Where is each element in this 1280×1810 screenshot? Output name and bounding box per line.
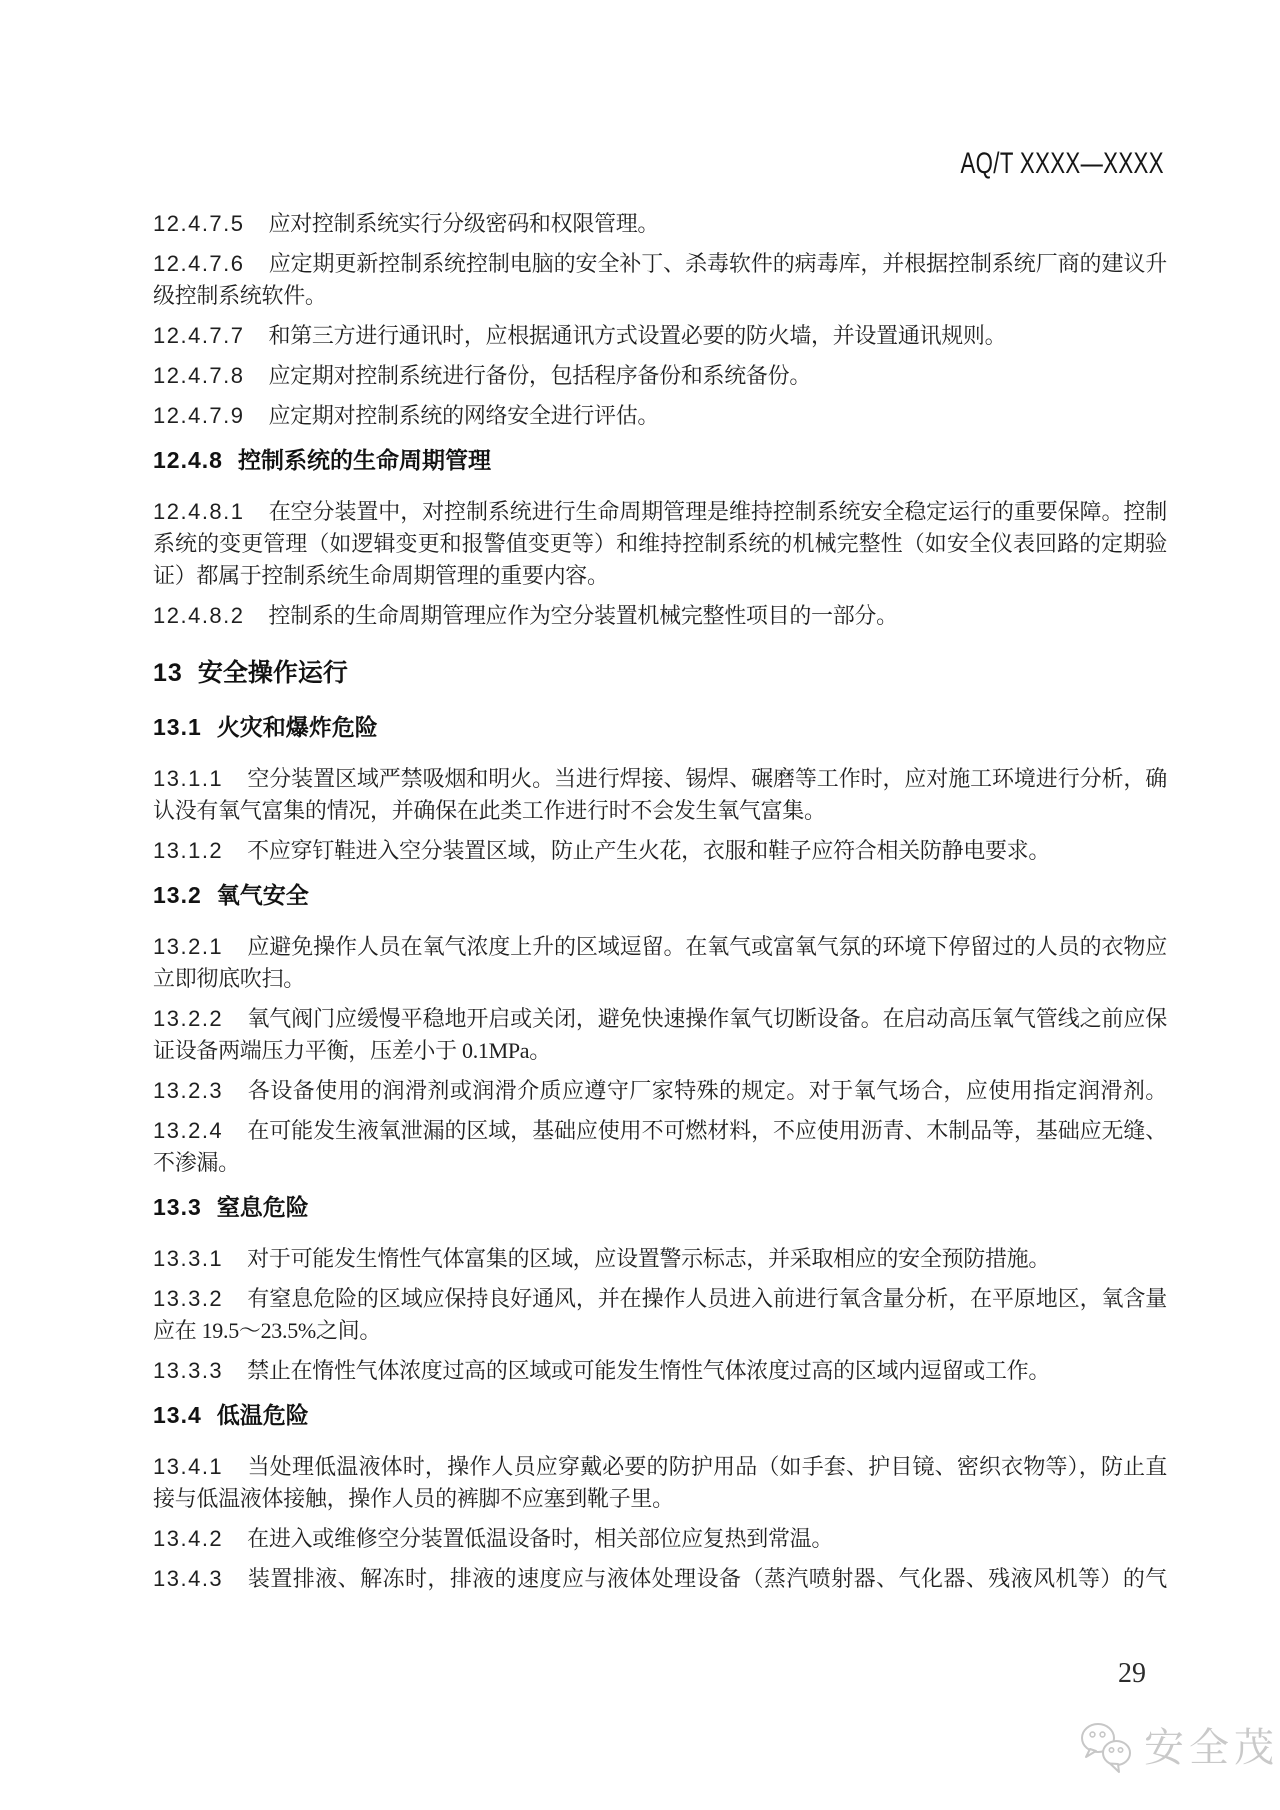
clause-text: 控制系统的生命周期管理 [237,447,491,473]
clause-text: 装置排液、解冻时，排液的速度应与液体处理设备（蒸汽喷射器、气化器、残液风机等）的气 [247,1566,1167,1591]
clause-13.2.2 [153,1003,1167,1067]
clause-13.3.3 [153,1355,1167,1387]
clause-text: 应定期更新控制系统控制电脑的安全补丁、杀毒软件的病毒库，并根据控制系统厂商的建议升级控制系统软件。 [153,251,1167,308]
page-number: 29 [1118,1658,1146,1689]
clause-number: 13.2.1 [153,934,224,959]
clause-number: 13.1 [153,714,202,740]
clause-13.4.1 [153,1451,1167,1515]
clause-number: 12.4.7.8 [153,363,245,388]
clause-text: 控制系的生命周期管理应作为空分装置机械完整性项目的一部分。 [268,603,898,628]
clause-12.4.7.9 [153,400,1167,432]
section-13.2 [153,879,1167,911]
clause-number: 12.4.8.2 [153,603,245,628]
clause-13.1.1 [153,763,1167,827]
clause-number: 13.2.4 [153,1118,224,1143]
clause-text: 应定期对控制系统的网络安全进行评估。 [268,403,660,428]
clause-text: 应定期对控制系统进行备份，包括程序备份和系统备份。 [268,363,812,388]
document-body [153,208,1167,1603]
section-13.3 [153,1191,1167,1223]
clause-number: 13.4 [153,1402,202,1428]
watermark-brand-text: 安全茂 [1144,1726,1279,1770]
clause-number: 13.3.2 [153,1286,224,1311]
clause-number: 13.3.1 [153,1246,224,1271]
section-13.4 [153,1399,1167,1431]
clause-text: 应对控制系统实行分级密码和权限管理。 [268,211,660,236]
clause-text: 火灾和爆炸危险 [216,714,378,740]
clause-text: 低温危险 [216,1402,309,1428]
clause-text: 当处理低温液体时，操作人员应穿戴必要的防护用品（如手套、护目镜、密织衣物等），防止直接与低温液体接触，操作人员的裤脚不应塞到靴子里。 [153,1454,1167,1511]
clause-12.4.8.1 [153,496,1167,592]
clause-number: 12.4.8.1 [153,499,245,524]
clause-number: 13.4.3 [153,1566,224,1591]
clause-number: 13.1.1 [153,766,224,791]
clause-text: 应避免操作人员在氧气浓度上升的区域逗留。在氧气或富氧气氛的环境下停留过的人员的衣物应立即彻底吹扫。 [153,934,1167,991]
clause-13.3.2 [153,1283,1167,1347]
clause-number: 13.2.2 [153,1006,224,1031]
clause-number: 13.1.2 [153,838,224,863]
clause-number: 13.3 [153,1194,202,1220]
clause-number: 13.3.3 [153,1358,224,1383]
clause-12.4.7.7 [153,320,1167,352]
watermark [1078,1720,1279,1776]
clause-text: 安全操作运行 [197,659,348,687]
clause-number: 12.4.7.9 [153,403,245,428]
standard-code-header: AQ/T XXXX—XXXX [960,147,1164,180]
wechat-logo-icon [1078,1720,1136,1776]
clause-text: 各设备使用的润滑剂或润滑介质应遵守厂家特殊的规定。对于氧气场合，应使用指定润滑剂。 [247,1078,1167,1103]
clause-number: 13.4.2 [153,1526,224,1551]
clause-text: 禁止在惰性气体浓度过高的区域或可能发生惰性气体浓度过高的区域内逗留或工作。 [247,1358,1051,1383]
chapter-13 [153,657,1167,689]
clause-text: 窒息危险 [216,1194,309,1220]
clause-text: 不应穿钉鞋进入空分装置区域，防止产生火花，衣服和鞋子应符合相关防静电要求。 [247,838,1051,863]
section-13.1 [153,711,1167,743]
clause-12.4.7.8 [153,360,1167,392]
clause-text: 氧气安全 [216,882,309,908]
clause-13.1.2 [153,835,1167,867]
clause-text: 氧气阀门应缓慢平稳地开启或关闭，避免快速操作氧气切断设备。在启动高压氧气管线之前应保证设备两端压力平衡，压差小于 0.1MPa。 [153,1006,1167,1063]
clause-number: 12.4.7.5 [153,211,245,236]
clause-text: 对于可能发生惰性气体富集的区域，应设置警示标志，并采取相应的安全预防措施。 [247,1246,1051,1271]
clause-number: 12.4.7.6 [153,251,245,276]
clause-13.3.1 [153,1243,1167,1275]
clause-number: 13.2.3 [153,1078,224,1103]
clause-number: 13 [153,659,183,687]
clause-12.4.7.6 [153,248,1167,312]
clause-13.2.1 [153,931,1167,995]
clause-text: 在进入或维修空分装置低温设备时，相关部位应复热到常温。 [247,1526,834,1551]
clause-number: 13.4.1 [153,1454,224,1479]
clause-12.4.7.5 [153,208,1167,240]
clause-12.4.8.2 [153,600,1167,632]
clause-text: 和第三方进行通讯时，应根据通讯方式设置必要的防火墙，并设置通讯规则。 [268,323,1007,348]
clause-text: 有窒息危险的区域应保持良好通风，并在操作人员进入前进行氧含量分析，在平原地区，氧含量应在 19.5～23.5%之间。 [153,1286,1167,1343]
clause-text: 在空分装置中，对控制系统进行生命周期管理是维持控制系统安全稳定运行的重要保障。控制系统的变更管理（如逻辑变更和报警值变更等）和维持控制系统的机械完整性（如安全仪表回路的定期验证）都属于控制系统生命周期管理的重要内容。 [153,499,1167,588]
section-12.4.8 [153,444,1167,476]
clause-text: 空分装置区域严禁吸烟和明火。当进行焊接、锡焊、碾磨等工作时，应对施工环境进行分析，确认没有氧气富集的情况，并确保在此类工作进行时不会发生氧气富集。 [153,766,1167,823]
clause-13.4.3 [153,1563,1167,1595]
clause-13.2.4 [153,1115,1167,1179]
clause-number: 13.2 [153,882,202,908]
clause-number: 12.4.7.7 [153,323,245,348]
clause-text: 在可能发生液氧泄漏的区域，基础应使用不可燃材料，不应使用沥青、木制品等，基础应无缝、不渗漏。 [153,1118,1167,1175]
clause-13.2.3 [153,1075,1167,1107]
clause-13.4.2 [153,1523,1167,1555]
clause-number: 12.4.8 [153,447,223,473]
